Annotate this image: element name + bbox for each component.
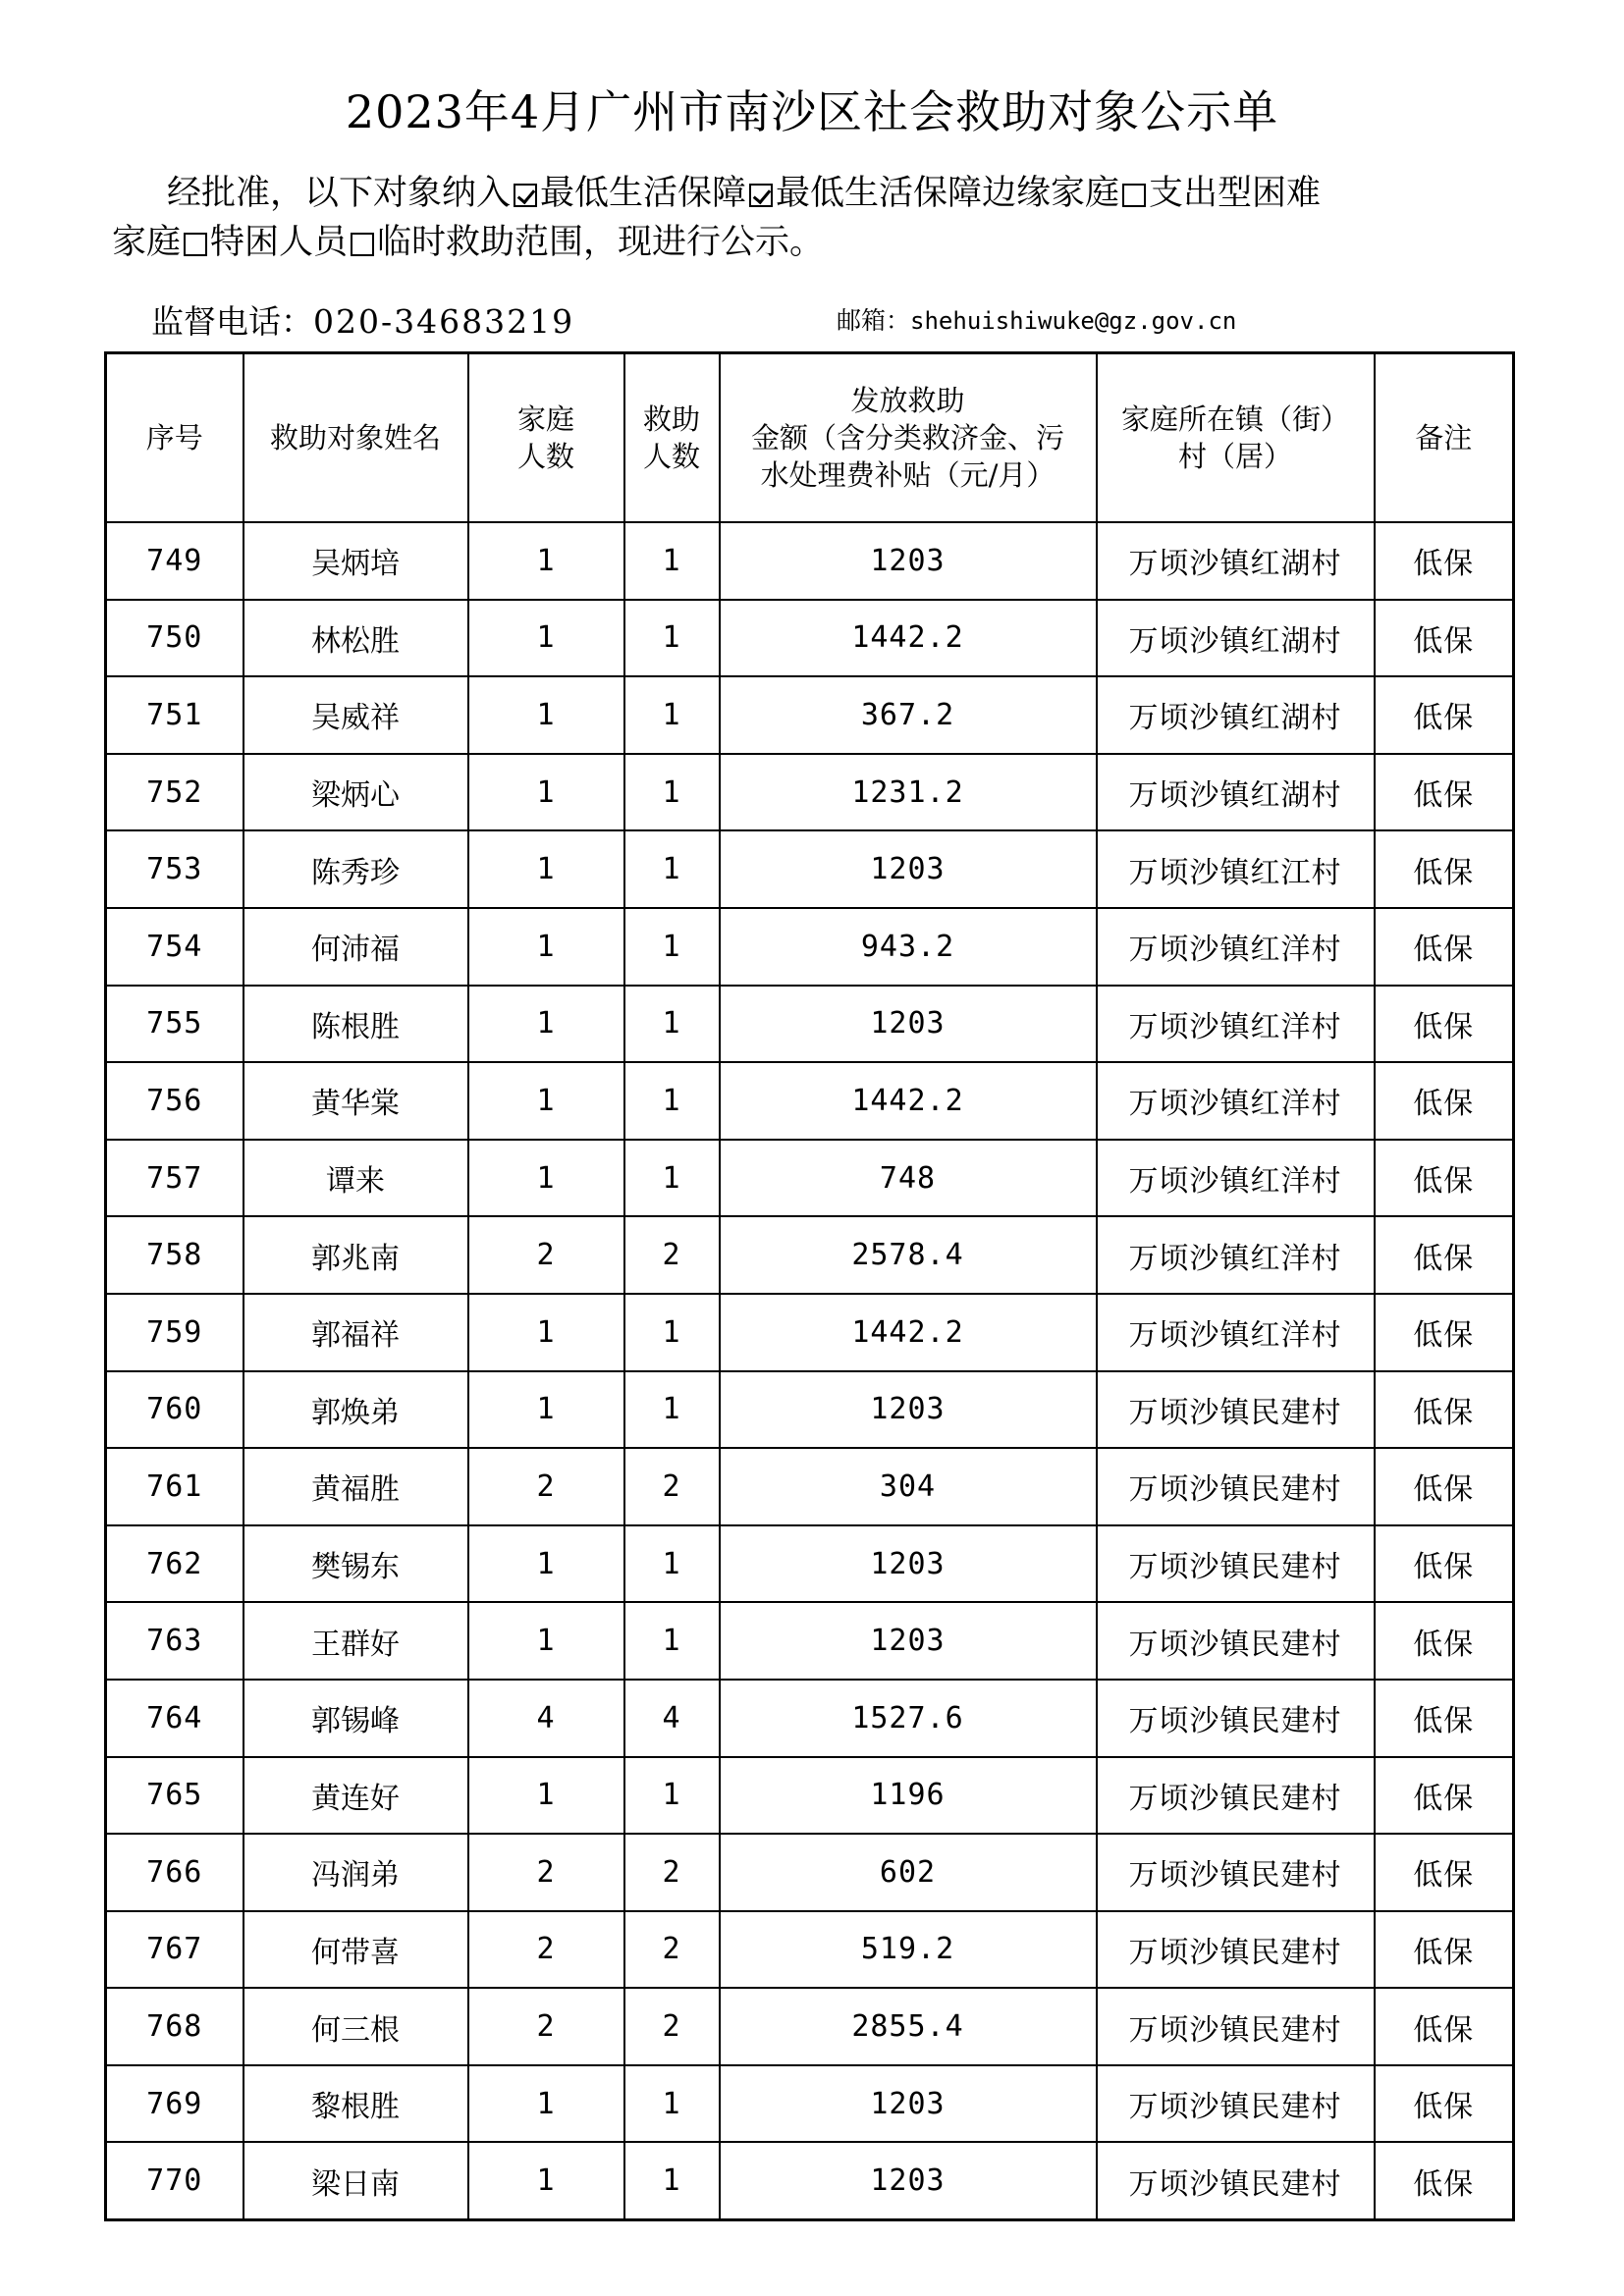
table-row — [106, 1371, 1514, 1449]
supervision-email — [837, 301, 1236, 337]
cell-note: 低保 — [1375, 2142, 1514, 2219]
cell-aided-size: 1 — [624, 830, 720, 908]
cell-name: 陈根胜 — [244, 986, 468, 1063]
cell-seq: 753 — [106, 830, 244, 908]
cell-village: 万顷沙镇民建村 — [1097, 1525, 1375, 1603]
cell-name: 梁日南 — [244, 2142, 468, 2219]
cell-seq: 764 — [106, 1680, 244, 1757]
cell-family-size: 1 — [468, 754, 624, 831]
cell-name: 郭焕弟 — [244, 1371, 468, 1449]
option-expenditure-hardship-part2: 家庭 — [112, 223, 182, 262]
table-row — [106, 1525, 1514, 1603]
table-row — [106, 1757, 1514, 1835]
cell-amount: 1203 — [720, 522, 1097, 600]
option-min-living-edge-family: 最低生活保障边缘家庭 — [776, 174, 1120, 213]
cell-amount: 1203 — [720, 2065, 1097, 2143]
table-row — [106, 908, 1514, 986]
cell-family-size: 1 — [468, 830, 624, 908]
cell-family-size: 1 — [468, 1140, 624, 1217]
cell-village: 万顷沙镇红湖村 — [1097, 754, 1375, 831]
cell-village: 万顷沙镇红湖村 — [1097, 600, 1375, 677]
cell-family-size: 1 — [468, 1371, 624, 1449]
cell-family-size: 1 — [468, 676, 624, 754]
cell-amount: 1527.6 — [720, 1680, 1097, 1757]
cell-aided-size: 2 — [624, 1988, 720, 2065]
cell-amount: 1203 — [720, 1371, 1097, 1449]
cell-seq: 765 — [106, 1757, 244, 1835]
cell-family-size: 1 — [468, 1294, 624, 1371]
table-row — [106, 2142, 1514, 2219]
cell-seq: 752 — [106, 754, 244, 831]
cell-name: 梁炳心 — [244, 754, 468, 831]
intro-line-1 — [112, 169, 1487, 218]
cell-village: 万顷沙镇民建村 — [1097, 1834, 1375, 1911]
cell-aided-size: 1 — [624, 986, 720, 1063]
cell-name: 黎根胜 — [244, 2065, 468, 2143]
cell-village: 万顷沙镇红洋村 — [1097, 1216, 1375, 1294]
cell-seq: 759 — [106, 1294, 244, 1371]
cell-amount: 2578.4 — [720, 1216, 1097, 1294]
cell-amount: 367.2 — [720, 676, 1097, 754]
cell-family-size: 2 — [468, 1911, 624, 1989]
cell-amount: 1203 — [720, 2142, 1097, 2219]
cell-seq: 751 — [106, 676, 244, 754]
cell-seq: 767 — [106, 1911, 244, 1989]
cell-aided-size: 2 — [624, 1448, 720, 1525]
cell-note: 低保 — [1375, 1062, 1514, 1140]
header-amount: 发放救助 金额（含分类救济金、污 水处理费补贴（元/月） — [720, 353, 1097, 523]
cell-seq: 760 — [106, 1371, 244, 1449]
table-row — [106, 1062, 1514, 1140]
cell-note: 低保 — [1375, 1602, 1514, 1680]
cell-amount: 748 — [720, 1140, 1097, 1217]
cell-note: 低保 — [1375, 676, 1514, 754]
cell-amount: 304 — [720, 1448, 1097, 1525]
email-address: shehuishiwuke@gz.gov.cn — [910, 307, 1237, 335]
cell-aided-size: 1 — [624, 1140, 720, 1217]
cell-name: 黄福胜 — [244, 1448, 468, 1525]
cell-aided-size: 1 — [624, 676, 720, 754]
cell-amount: 1442.2 — [720, 600, 1097, 677]
cell-family-size: 2 — [468, 1988, 624, 2065]
cell-amount: 1231.2 — [720, 754, 1097, 831]
page-title: 2023年4月广州市南沙区社会救助对象公示单 — [345, 85, 1279, 138]
table-row — [106, 830, 1514, 908]
cell-name: 陈秀珍 — [244, 830, 468, 908]
cell-seq: 768 — [106, 1988, 244, 2065]
cell-name: 郭兆南 — [244, 1216, 468, 1294]
cell-note: 低保 — [1375, 830, 1514, 908]
relief-table — [104, 351, 1515, 2221]
checkbox-min-living-edge-family — [749, 184, 773, 207]
cell-aided-size: 2 — [624, 1216, 720, 1294]
cell-village: 万顷沙镇民建村 — [1097, 1988, 1375, 2065]
cell-name: 郭锡峰 — [244, 1680, 468, 1757]
cell-amount: 2855.4 — [720, 1988, 1097, 2065]
cell-note: 低保 — [1375, 1371, 1514, 1449]
cell-aided-size: 1 — [624, 600, 720, 677]
cell-note: 低保 — [1375, 1448, 1514, 1525]
cell-aided-size: 1 — [624, 522, 720, 600]
cell-seq: 757 — [106, 1140, 244, 1217]
table-row — [106, 986, 1514, 1063]
cell-aided-size: 1 — [624, 1062, 720, 1140]
cell-village: 万顷沙镇民建村 — [1097, 2065, 1375, 2143]
cell-name: 何沛福 — [244, 908, 468, 986]
cell-village: 万顷沙镇民建村 — [1097, 1680, 1375, 1757]
cell-aided-size: 1 — [624, 1602, 720, 1680]
cell-family-size: 1 — [468, 908, 624, 986]
cell-note: 低保 — [1375, 1680, 1514, 1757]
table-row — [106, 1216, 1514, 1294]
table-row — [106, 1294, 1514, 1371]
header-aided-size: 救助 人数 — [624, 353, 720, 523]
cell-amount: 1442.2 — [720, 1294, 1097, 1371]
cell-amount: 1203 — [720, 1525, 1097, 1603]
cell-aided-size: 1 — [624, 1757, 720, 1835]
cell-aided-size: 2 — [624, 1911, 720, 1989]
cell-seq: 754 — [106, 908, 244, 986]
cell-note: 低保 — [1375, 1988, 1514, 2065]
cell-village: 万顷沙镇红湖村 — [1097, 676, 1375, 754]
table-row — [106, 1988, 1514, 2065]
cell-name: 黄连好 — [244, 1757, 468, 1835]
table-body — [106, 522, 1514, 2220]
cell-seq: 756 — [106, 1062, 244, 1140]
cell-seq: 758 — [106, 1216, 244, 1294]
cell-family-size: 2 — [468, 1448, 624, 1525]
header-village: 家庭所在镇（街） 村（居） — [1097, 353, 1375, 523]
cell-aided-size: 1 — [624, 2142, 720, 2219]
cell-village: 万顷沙镇民建村 — [1097, 2142, 1375, 2219]
cell-family-size: 1 — [468, 986, 624, 1063]
cell-seq: 750 — [106, 600, 244, 677]
cell-aided-size: 2 — [624, 1834, 720, 1911]
intro-prefix: 经批准，以下对象纳入 — [167, 174, 512, 213]
cell-aided-size: 1 — [624, 1294, 720, 1371]
cell-note: 低保 — [1375, 1911, 1514, 1989]
cell-amount: 1442.2 — [720, 1062, 1097, 1140]
cell-note: 低保 — [1375, 986, 1514, 1063]
table-row — [106, 2065, 1514, 2143]
cell-family-size: 4 — [468, 1680, 624, 1757]
cell-seq: 769 — [106, 2065, 244, 2143]
cell-village: 万顷沙镇红洋村 — [1097, 1140, 1375, 1217]
cell-name: 吴威祥 — [244, 676, 468, 754]
cell-village: 万顷沙镇红洋村 — [1097, 1062, 1375, 1140]
cell-name: 冯润弟 — [244, 1834, 468, 1911]
cell-amount: 519.2 — [720, 1911, 1097, 1989]
cell-family-size: 1 — [468, 522, 624, 600]
cell-village: 万顷沙镇民建村 — [1097, 1911, 1375, 1989]
cell-note: 低保 — [1375, 754, 1514, 831]
header-note: 备注 — [1375, 353, 1514, 523]
cell-amount: 1203 — [720, 986, 1097, 1063]
cell-note: 低保 — [1375, 1294, 1514, 1371]
cell-seq: 749 — [106, 522, 244, 600]
cell-family-size: 1 — [468, 1757, 624, 1835]
table-row — [106, 1140, 1514, 1217]
checkbox-special-hardship — [184, 233, 207, 256]
checkbox-min-living-security — [514, 184, 537, 207]
supervision-phone — [151, 296, 574, 343]
cell-name: 吴炳培 — [244, 522, 468, 600]
cell-aided-size: 1 — [624, 1371, 720, 1449]
cell-family-size: 2 — [468, 1834, 624, 1911]
intro-suffix: 范围，现进行公示。 — [514, 223, 825, 262]
intro-paragraph — [112, 169, 1487, 267]
cell-amount: 943.2 — [720, 908, 1097, 986]
cell-aided-size: 1 — [624, 908, 720, 986]
cell-note: 低保 — [1375, 1525, 1514, 1603]
cell-village: 万顷沙镇民建村 — [1097, 1757, 1375, 1835]
cell-village: 万顷沙镇民建村 — [1097, 1448, 1375, 1525]
cell-amount: 1203 — [720, 830, 1097, 908]
cell-family-size: 1 — [468, 1602, 624, 1680]
cell-name: 王群好 — [244, 1602, 468, 1680]
cell-village: 万顷沙镇红洋村 — [1097, 986, 1375, 1063]
table-row — [106, 1911, 1514, 1989]
cell-family-size: 1 — [468, 1062, 624, 1140]
cell-village: 万顷沙镇红洋村 — [1097, 1294, 1375, 1371]
table-row — [106, 1448, 1514, 1525]
cell-seq: 763 — [106, 1602, 244, 1680]
cell-aided-size: 1 — [624, 754, 720, 831]
cell-aided-size: 4 — [624, 1680, 720, 1757]
intro-line-2 — [112, 218, 1487, 267]
cell-name: 黄华棠 — [244, 1062, 468, 1140]
email-label: 邮箱： — [837, 306, 911, 335]
table-row — [106, 1834, 1514, 1911]
cell-note: 低保 — [1375, 1216, 1514, 1294]
table-row — [106, 676, 1514, 754]
phone-label: 监督电话： — [151, 302, 313, 341]
header-family-size: 家庭 人数 — [468, 353, 624, 523]
cell-seq: 762 — [106, 1525, 244, 1603]
cell-family-size: 1 — [468, 600, 624, 677]
cell-name: 谭来 — [244, 1140, 468, 1217]
cell-village: 万顷沙镇民建村 — [1097, 1371, 1375, 1449]
cell-aided-size: 1 — [624, 2065, 720, 2143]
cell-village: 万顷沙镇红湖村 — [1097, 522, 1375, 600]
cell-note: 低保 — [1375, 2065, 1514, 2143]
table-row — [106, 522, 1514, 600]
option-special-hardship: 特困人员 — [210, 223, 349, 262]
cell-family-size: 1 — [468, 1525, 624, 1603]
cell-name: 何带喜 — [244, 1911, 468, 1989]
option-expenditure-hardship-part1: 支出型困难 — [1149, 174, 1322, 213]
checkbox-temporary-aid — [351, 233, 374, 256]
cell-note: 低保 — [1375, 1834, 1514, 1911]
cell-amount: 1196 — [720, 1757, 1097, 1835]
table-row — [106, 754, 1514, 831]
cell-aided-size: 1 — [624, 1525, 720, 1603]
option-temporary-aid: 临时救助 — [377, 223, 515, 262]
table-row — [106, 1602, 1514, 1680]
phone-number: 020-34683219 — [313, 302, 575, 341]
cell-amount: 1203 — [720, 1602, 1097, 1680]
cell-note: 低保 — [1375, 1140, 1514, 1217]
header-seq: 序号 — [106, 353, 244, 523]
cell-seq: 766 — [106, 1834, 244, 1911]
table-header-row — [106, 353, 1514, 523]
cell-family-size: 2 — [468, 1216, 624, 1294]
cell-note: 低保 — [1375, 600, 1514, 677]
cell-seq: 755 — [106, 986, 244, 1063]
option-min-living-security: 最低生活保障 — [540, 174, 747, 213]
cell-seq: 770 — [106, 2142, 244, 2219]
cell-name: 樊锡东 — [244, 1525, 468, 1603]
cell-seq: 761 — [106, 1448, 244, 1525]
cell-name: 林松胜 — [244, 600, 468, 677]
cell-note: 低保 — [1375, 908, 1514, 986]
cell-village: 万顷沙镇红洋村 — [1097, 908, 1375, 986]
cell-village: 万顷沙镇民建村 — [1097, 1602, 1375, 1680]
table-row — [106, 1680, 1514, 1757]
table-row — [106, 600, 1514, 677]
cell-name: 何三根 — [244, 1988, 468, 2065]
cell-note: 低保 — [1375, 522, 1514, 600]
cell-amount: 602 — [720, 1834, 1097, 1911]
cell-village: 万顷沙镇红江村 — [1097, 830, 1375, 908]
cell-note: 低保 — [1375, 1757, 1514, 1835]
header-name: 救助对象姓名 — [244, 353, 468, 523]
cell-family-size: 1 — [468, 2065, 624, 2143]
cell-name: 郭福祥 — [244, 1294, 468, 1371]
cell-family-size: 1 — [468, 2142, 624, 2219]
checkbox-expenditure-hardship — [1122, 184, 1146, 207]
